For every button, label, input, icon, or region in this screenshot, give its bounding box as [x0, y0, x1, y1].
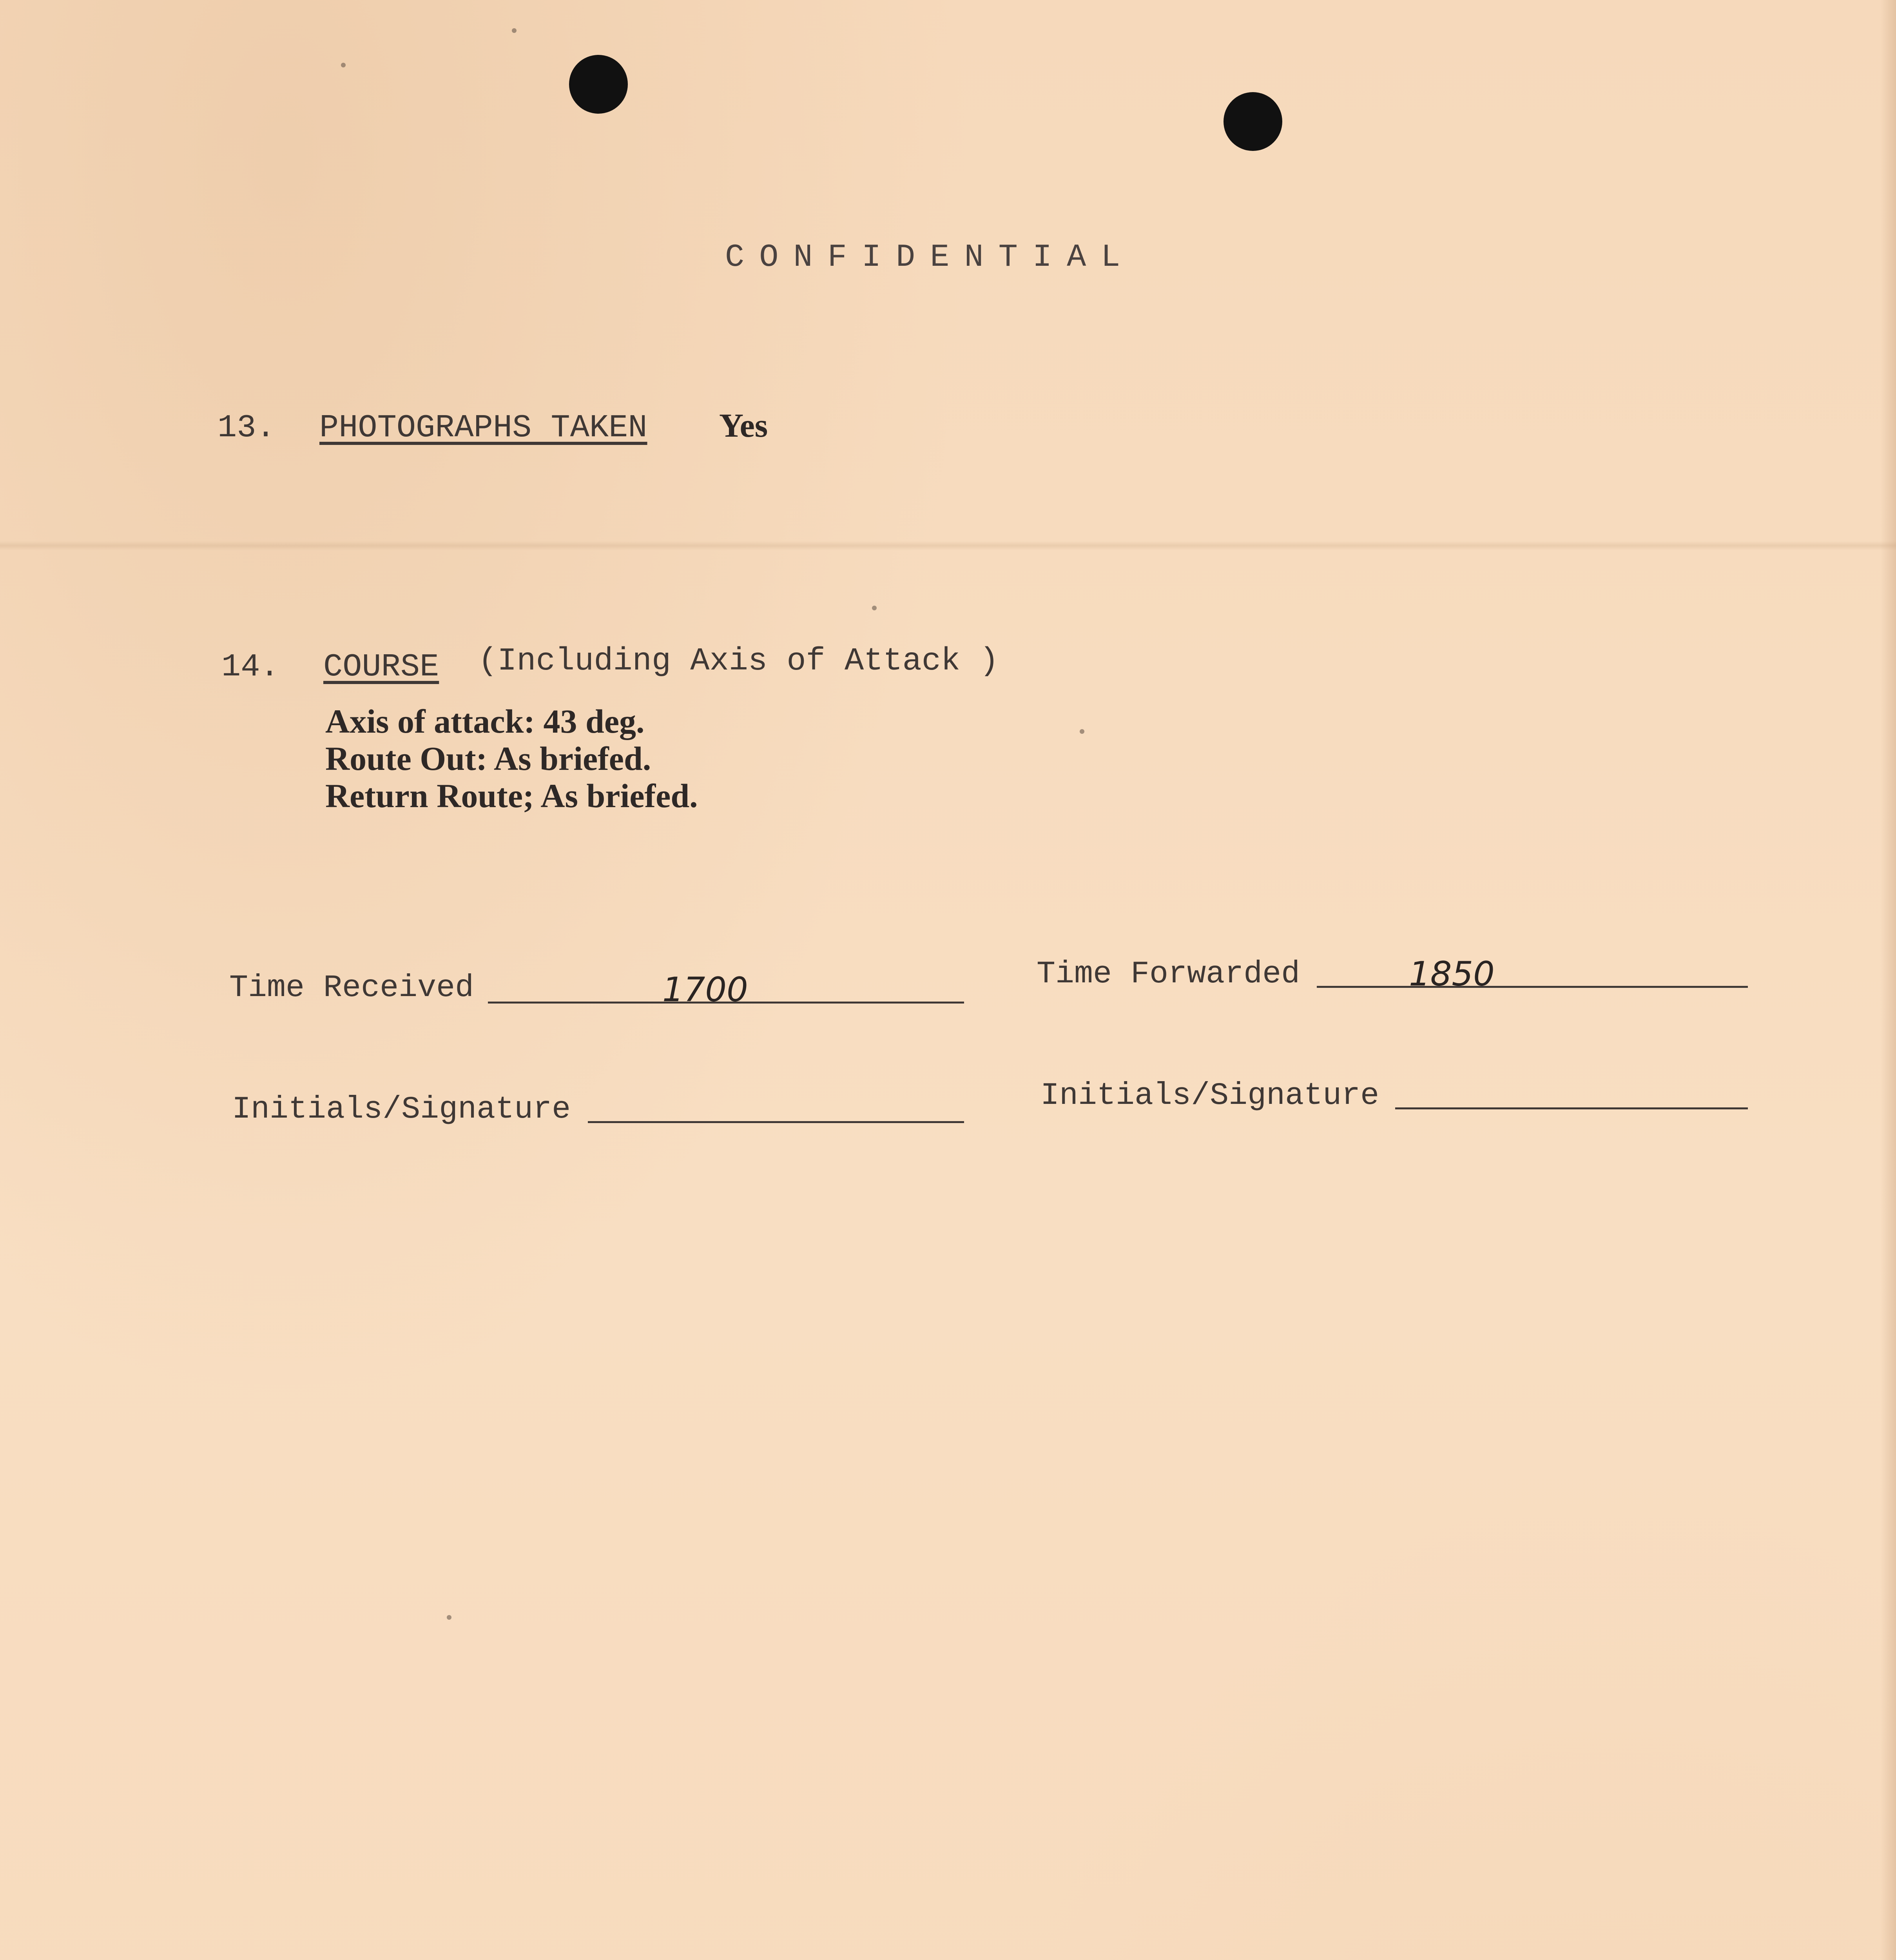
time-forwarded-value: 1850 — [1409, 955, 1495, 994]
paper-speck — [512, 28, 517, 33]
initials-signature-left-label: Initials/Signature — [232, 1092, 571, 1127]
punch-hole — [569, 55, 628, 114]
paper-fold — [0, 541, 1896, 550]
initials-signature-right-label: Initials/Signature — [1040, 1078, 1379, 1114]
item-14-subtitle: (Including Axis of Attack ) — [478, 643, 999, 679]
paper-edge — [1880, 0, 1896, 1960]
item-14-title: COURSE — [323, 649, 439, 685]
initials-signature-left-line — [588, 1121, 964, 1123]
route-out-line: Route Out: As briefed. — [325, 740, 651, 777]
paper-speck — [447, 1615, 451, 1620]
paper-speck — [1080, 729, 1084, 734]
axis-of-attack-line: Axis of attack: 43 deg. — [325, 702, 645, 740]
paper-speck — [872, 606, 877, 610]
time-forwarded-label: Time Forwarded — [1037, 956, 1300, 992]
paper-speck — [341, 63, 346, 67]
confidential-header: CONFIDENTIAL — [725, 239, 1135, 276]
time-received-label: Time Received — [229, 970, 474, 1006]
item-14-number: 14. — [221, 649, 279, 685]
punch-hole — [1224, 92, 1282, 151]
return-route-line: Return Route; As briefed. — [325, 777, 698, 815]
time-forwarded-line — [1317, 986, 1748, 988]
time-received-value: 1700 — [662, 970, 748, 1009]
initials-signature-right-line — [1395, 1107, 1748, 1109]
item-13-title: PHOTOGRAPHS TAKEN — [319, 410, 647, 446]
photographs-taken-value: Yes — [719, 407, 768, 444]
item-13-number: 13. — [218, 410, 276, 446]
